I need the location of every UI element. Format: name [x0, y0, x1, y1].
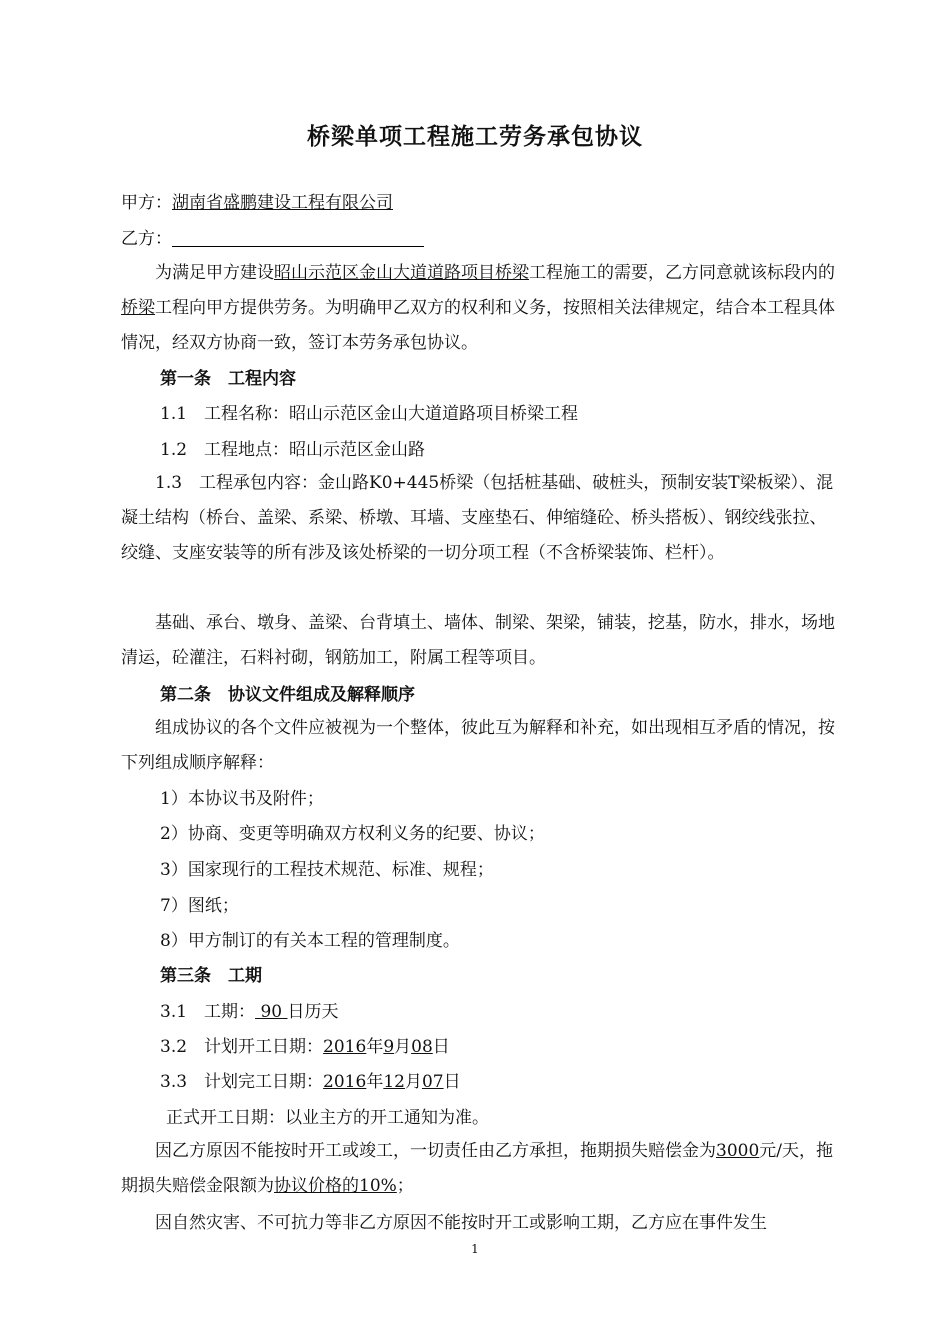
party-b-line	[121, 226, 424, 252]
intro-paragraph	[121, 256, 838, 361]
formal-start-date: 正式开工日期：以业主方的开工通知为准。	[166, 1108, 489, 1128]
delay-amount: 3000	[716, 1141, 760, 1161]
list-item: 2）协商、变更等明确双方权利义务的纪要、协议；	[160, 824, 545, 844]
clause-3-3: 3.3 计划完工日期：2016年12月07日	[160, 1072, 461, 1092]
party-a-line	[121, 190, 393, 216]
intro-text-1: 为满足甲方建设	[155, 263, 274, 283]
list-item: 1）本协议书及附件；	[160, 789, 324, 809]
article-3-heading: 第三条 工期	[160, 966, 262, 986]
clause-1-scope: 基础、承台、墩身、盖梁、台背填土、墙体、制梁、架梁，铺装，挖基，防水，排水，场地清运，砼灌注，石料衬砌，钢筋加工，附属工程等项目。	[121, 613, 835, 668]
end-year: 2016	[323, 1072, 367, 1092]
clause-1-2: 1.2 工程地点：昭山示范区金山路	[160, 440, 426, 460]
party-a-name: 湖南省盛鹏建设工程有限公司	[172, 193, 393, 213]
duration-unit: 日历天	[287, 1002, 339, 1022]
intro-project: 昭山示范区金山大道道路项目桥梁	[274, 263, 529, 283]
intro-text-2: 工程施工的需要，乙方同意就该标段内的	[529, 263, 835, 283]
list-item: 7）图纸；	[160, 896, 239, 916]
list-item: 8）甲方制订的有关本工程的管理制度。	[160, 931, 460, 951]
clause-3-2-label: 3.2 计划开工日期：	[160, 1037, 324, 1057]
clause-1-1: 1.1 工程名称：昭山示范区金山大道道路项目桥梁工程	[160, 404, 579, 424]
delay-penalty: 因乙方原因不能按时开工或竣工，一切责任由乙方承担，拖期损失赔偿金为3000元/天，拖期损失赔偿金限额为协议价格的10%；	[121, 1141, 833, 1196]
party-b-blank	[172, 228, 424, 247]
start-year: 2016	[323, 1037, 367, 1057]
list-item: 3）国家现行的工程技术规范、标准、规程；	[160, 860, 494, 880]
intro-text-3: 工程向甲方提供劳务。为明确甲乙双方的权利和义务，按照相关法律规定，结合本工程具体情况，经双方协商一致，签订本劳务承包协议。	[121, 298, 835, 353]
intro-item: 桥梁	[121, 298, 155, 318]
party-b-label: 乙方：	[121, 229, 172, 249]
document-title: 桥梁单项工程施工劳务承包协议	[307, 124, 643, 150]
end-day: 07	[421, 1072, 444, 1092]
article-1-heading: 第一条 工程内容	[160, 369, 296, 389]
clause-3-1	[160, 999, 339, 1025]
article-2-intro: 组成协议的各个文件应被视为一个整体，彼此互为解释和补充，如出现相互矛盾的情况，按下列组成顺序解释：	[121, 718, 835, 773]
duration-days: 90	[260, 1002, 283, 1022]
clause-3-1-label: 3.1 工期：	[160, 1002, 256, 1022]
clause-3-3-label: 3.3 计划完工日期：	[160, 1072, 324, 1092]
article-2-heading: 第二条 协议文件组成及解释顺序	[160, 685, 415, 705]
page-number: 1	[471, 1242, 479, 1256]
clause-3-2: 3.2 计划开工日期：2016年9月08日	[160, 1037, 450, 1057]
force-majeure: 因自然灾害、不可抗力等非乙方原因不能按时开工或影响工期，乙方应在事件发生	[155, 1213, 767, 1233]
start-month: 9	[383, 1037, 395, 1057]
start-day: 08	[411, 1037, 433, 1057]
end-month: 12	[383, 1072, 405, 1092]
delay-limit: 协议价格的10%	[274, 1176, 397, 1196]
party-a-label: 甲方：	[121, 193, 172, 213]
clause-1-3: 1.3 工程承包内容：金山路K0+445桥梁（包括桩基础、破桩头，预制安装T梁板梁）、混凝土结构（桥台、盖梁、系梁、桥墩、耳墙、支座垫石、伸缩缝砼、桥头搭板）、钢绞线张拉、绞缝、支座安装等的所有涉及该处桥梁的一切分项工程（不含桥梁装饰、栏杆）。	[121, 473, 834, 563]
